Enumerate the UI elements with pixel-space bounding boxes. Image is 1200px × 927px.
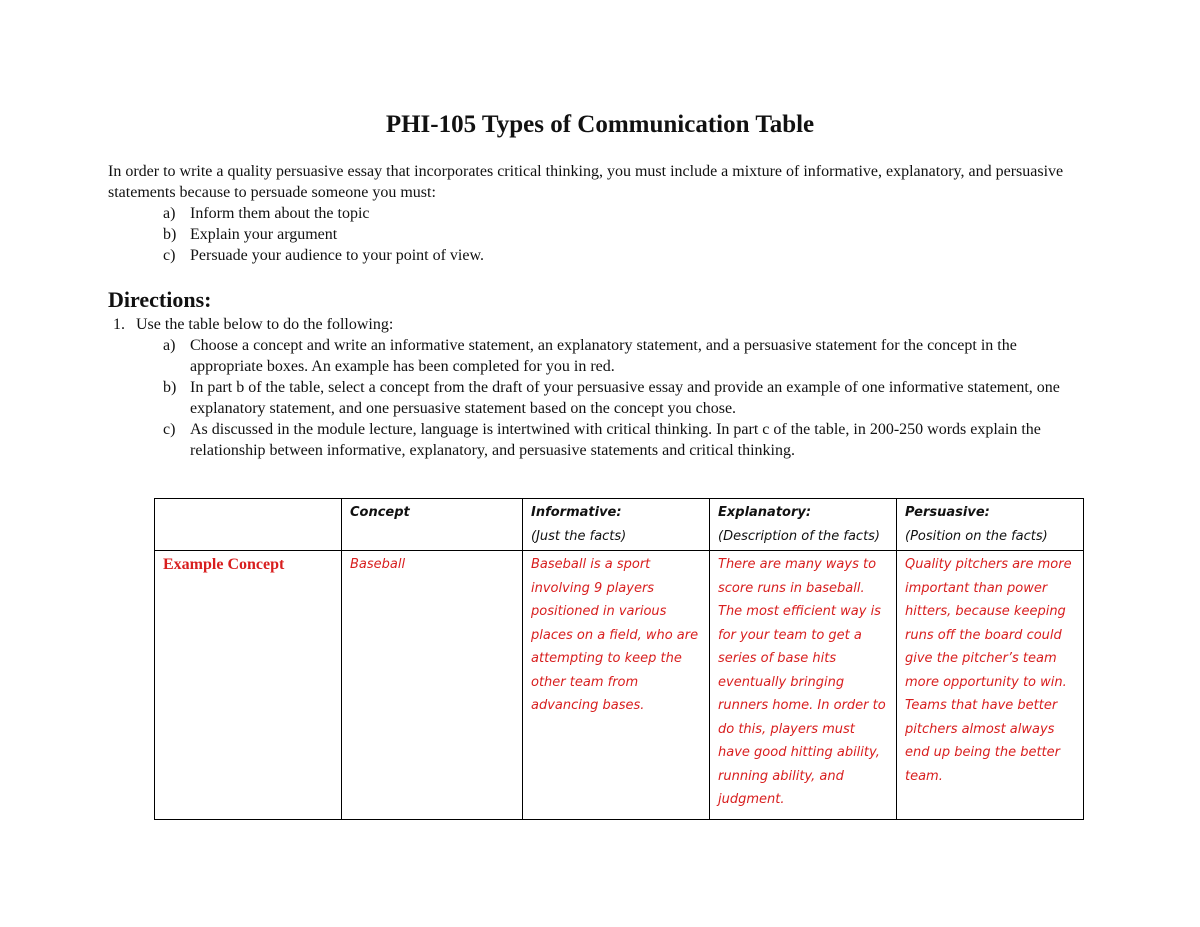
list-text: As discussed in the module lecture, language is intertwined with critical thinking. In part c of the table, in 200-250 words explain the relationship between informative, explanatory, and persuasive statements and critical thinking. (190, 421, 1041, 459)
example-concept-cell: Baseball (342, 551, 523, 820)
list-text: Inform them about the topic (190, 205, 370, 222)
table-row-example (155, 551, 1084, 820)
header-cell-explanatory (710, 499, 897, 551)
list-text: Explain your argument (190, 226, 338, 243)
list-marker: a) (163, 337, 176, 354)
intro-list-item (163, 245, 1063, 266)
directions-text: Use the table below to do the following: (136, 316, 394, 333)
list-text: In part b of the table, select a concept from the draft of your persuasive essay and provide an example of one informative statement, one explanatory statement, and one persuasive statement based on the concept you chose. (190, 379, 1060, 417)
page-title: PHI-105 Types of Communication Table (385, 111, 815, 138)
table-header-row (155, 499, 1084, 551)
intro-list (163, 203, 1063, 266)
header-subtitle: (Position on the facts) (905, 528, 1048, 544)
header-cell-informative (523, 499, 710, 551)
list-marker: c) (163, 421, 176, 438)
header-cell-concept (342, 499, 523, 551)
intro-paragraph: In order to write a quality persuasive essay that incorporates critical thinking, you must include a mixture of informative, explanatory, and persuasive statements because to persuade someone you must: (108, 163, 1064, 201)
header-title: Persuasive: (905, 505, 990, 520)
header-cell-empty (155, 499, 342, 551)
list-text: Choose a concept and write an informative statement, an explanatory statement, and a persuasive statement for the concept in the appropriate boxes. An example has been completed for you in red. (190, 337, 1017, 375)
example-informative-cell: Baseball is a sport involving 9 players positioned in various places on a field, who are attempting to keep the other team from advancing bases. (523, 551, 710, 820)
list-marker: c) (163, 247, 176, 264)
header-title: Informative: (531, 505, 622, 520)
intro-list-item (163, 203, 1063, 224)
communication-table (154, 498, 1084, 820)
directions-list-item (163, 419, 1093, 461)
list-marker: b) (163, 379, 177, 396)
example-persuasive-cell: Quality pitchers are more important than power hitters, because keeping runs off the board could give the pitcher’s team more opportunity to win. Teams that have better pitchers almost always end up being the better team. (897, 551, 1084, 820)
header-title: Explanatory: (718, 505, 812, 520)
list-marker: a) (163, 205, 176, 222)
directions-number: 1. (113, 316, 125, 333)
list-text: Persuade your audience to your point of view. (190, 247, 484, 264)
example-explanatory-cell: There are many ways to score runs in baseball. The most efficient way is for your team to get a series of base hits eventually bringing runners home. In order to do this, players must have good hitting ability, running ability, and judgment. (710, 551, 897, 820)
directions-list-item (163, 377, 1093, 419)
header-subtitle: (Just the facts) (531, 528, 627, 544)
directions-list (163, 335, 1093, 461)
intro-list-item (163, 224, 1063, 245)
list-marker: b) (163, 226, 177, 243)
header-title: Concept (350, 505, 410, 520)
header-subtitle: (Description of the facts) (718, 528, 881, 544)
header-cell-persuasive (897, 499, 1084, 551)
directions-list-item (163, 335, 1093, 377)
example-concept-label: Example Concept (155, 551, 342, 820)
directions-heading: Directions: (108, 287, 212, 312)
